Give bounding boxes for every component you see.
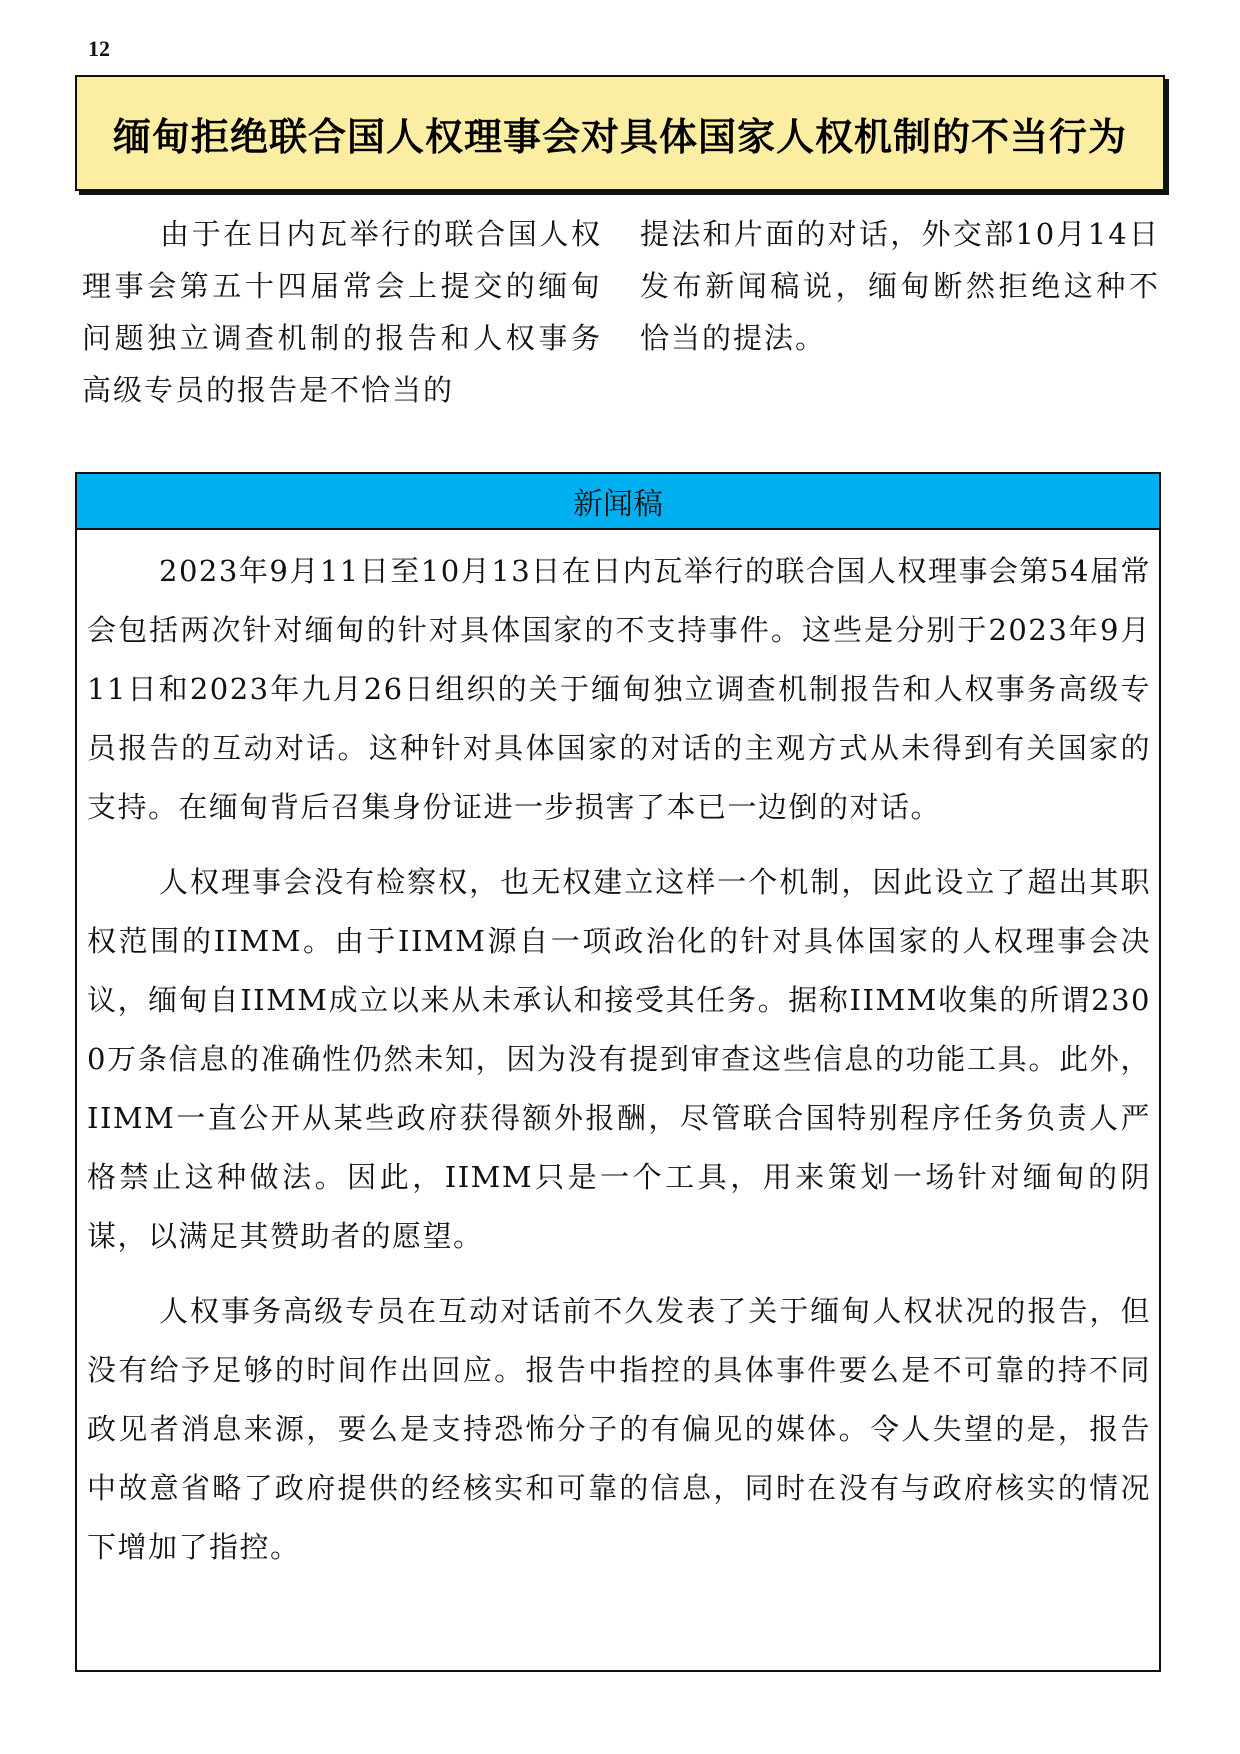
press-paragraph: 人权理事会没有检察权，也无权建立这样一个机制，因此设立了超出其职权范围的IIMM。由于IIMM源自一项政治化的针对具体国家的人权理事会决议，缅甸自IIMM成立以来从未承认和接受其任务。据称IIMM收集的所谓2300万条信息的准确性仍然未知，因为没有提到审查这些信息的功能工具。此外，IIMM一直公开从某些政府获得额外报酬，尽管联合国特别程序任务负责人严格禁止这种做法。因此，IIMM只是一个工具，用来策划一场针对缅甸的阴谋，以满足其赞助者的愿望。 <box>87 865 1151 1253</box>
page-number: 12 <box>88 36 110 61</box>
intro-left-column: 由于在日内瓦举行的联合国人权理事会第五十四届常会上提交的缅甸问题独立调查机制的报告和人权事务高级专员的报告是不恰当的 <box>82 217 602 407</box>
press-release-header: 新闻稿 <box>77 474 1159 530</box>
title-banner <box>75 75 1165 191</box>
press-paragraph: 人权事务高级专员在互动对话前不久发表了关于缅甸人权状况的报告，但没有给予足够的时间作出回应。报告中指控的具体事件要么是不可靠的持不同政见者消息来源，要么是支持恐怖分子的有偏见的媒体。令人失望的是，报告中故意省略了政府提供的经核实和可靠的信息，同时在没有与政府核实的情况下增加了指控。 <box>87 1294 1151 1564</box>
intro-right-column: 提法和片面的对话，外交部10月14日发布新闻稿说，缅甸断然拒绝这种不恰当的提法。 <box>640 217 1160 355</box>
page-title: 缅甸拒绝联合国人权理事会对具体国家人权机制的不当行为 <box>112 114 1127 159</box>
intro-section <box>82 208 1160 416</box>
press-release-box <box>75 472 1161 1672</box>
press-paragraph: 2023年9月11日至10月13日在日内瓦举行的联合国人权理事会第54届常会包括两次针对缅甸的针对具体国家的不支持事件。这些是分别于2023年9月11日和2023年九月26日组织的关于缅甸独立调查机制报告和人权事务高级专员报告的互动对话。这种针对具体国家的对话的主观方式从未得到有关国家的支持。在缅甸背后召集身份证进一步损害了本已一边倒的对话。 <box>87 554 1151 824</box>
press-release-body <box>77 530 1159 1577</box>
